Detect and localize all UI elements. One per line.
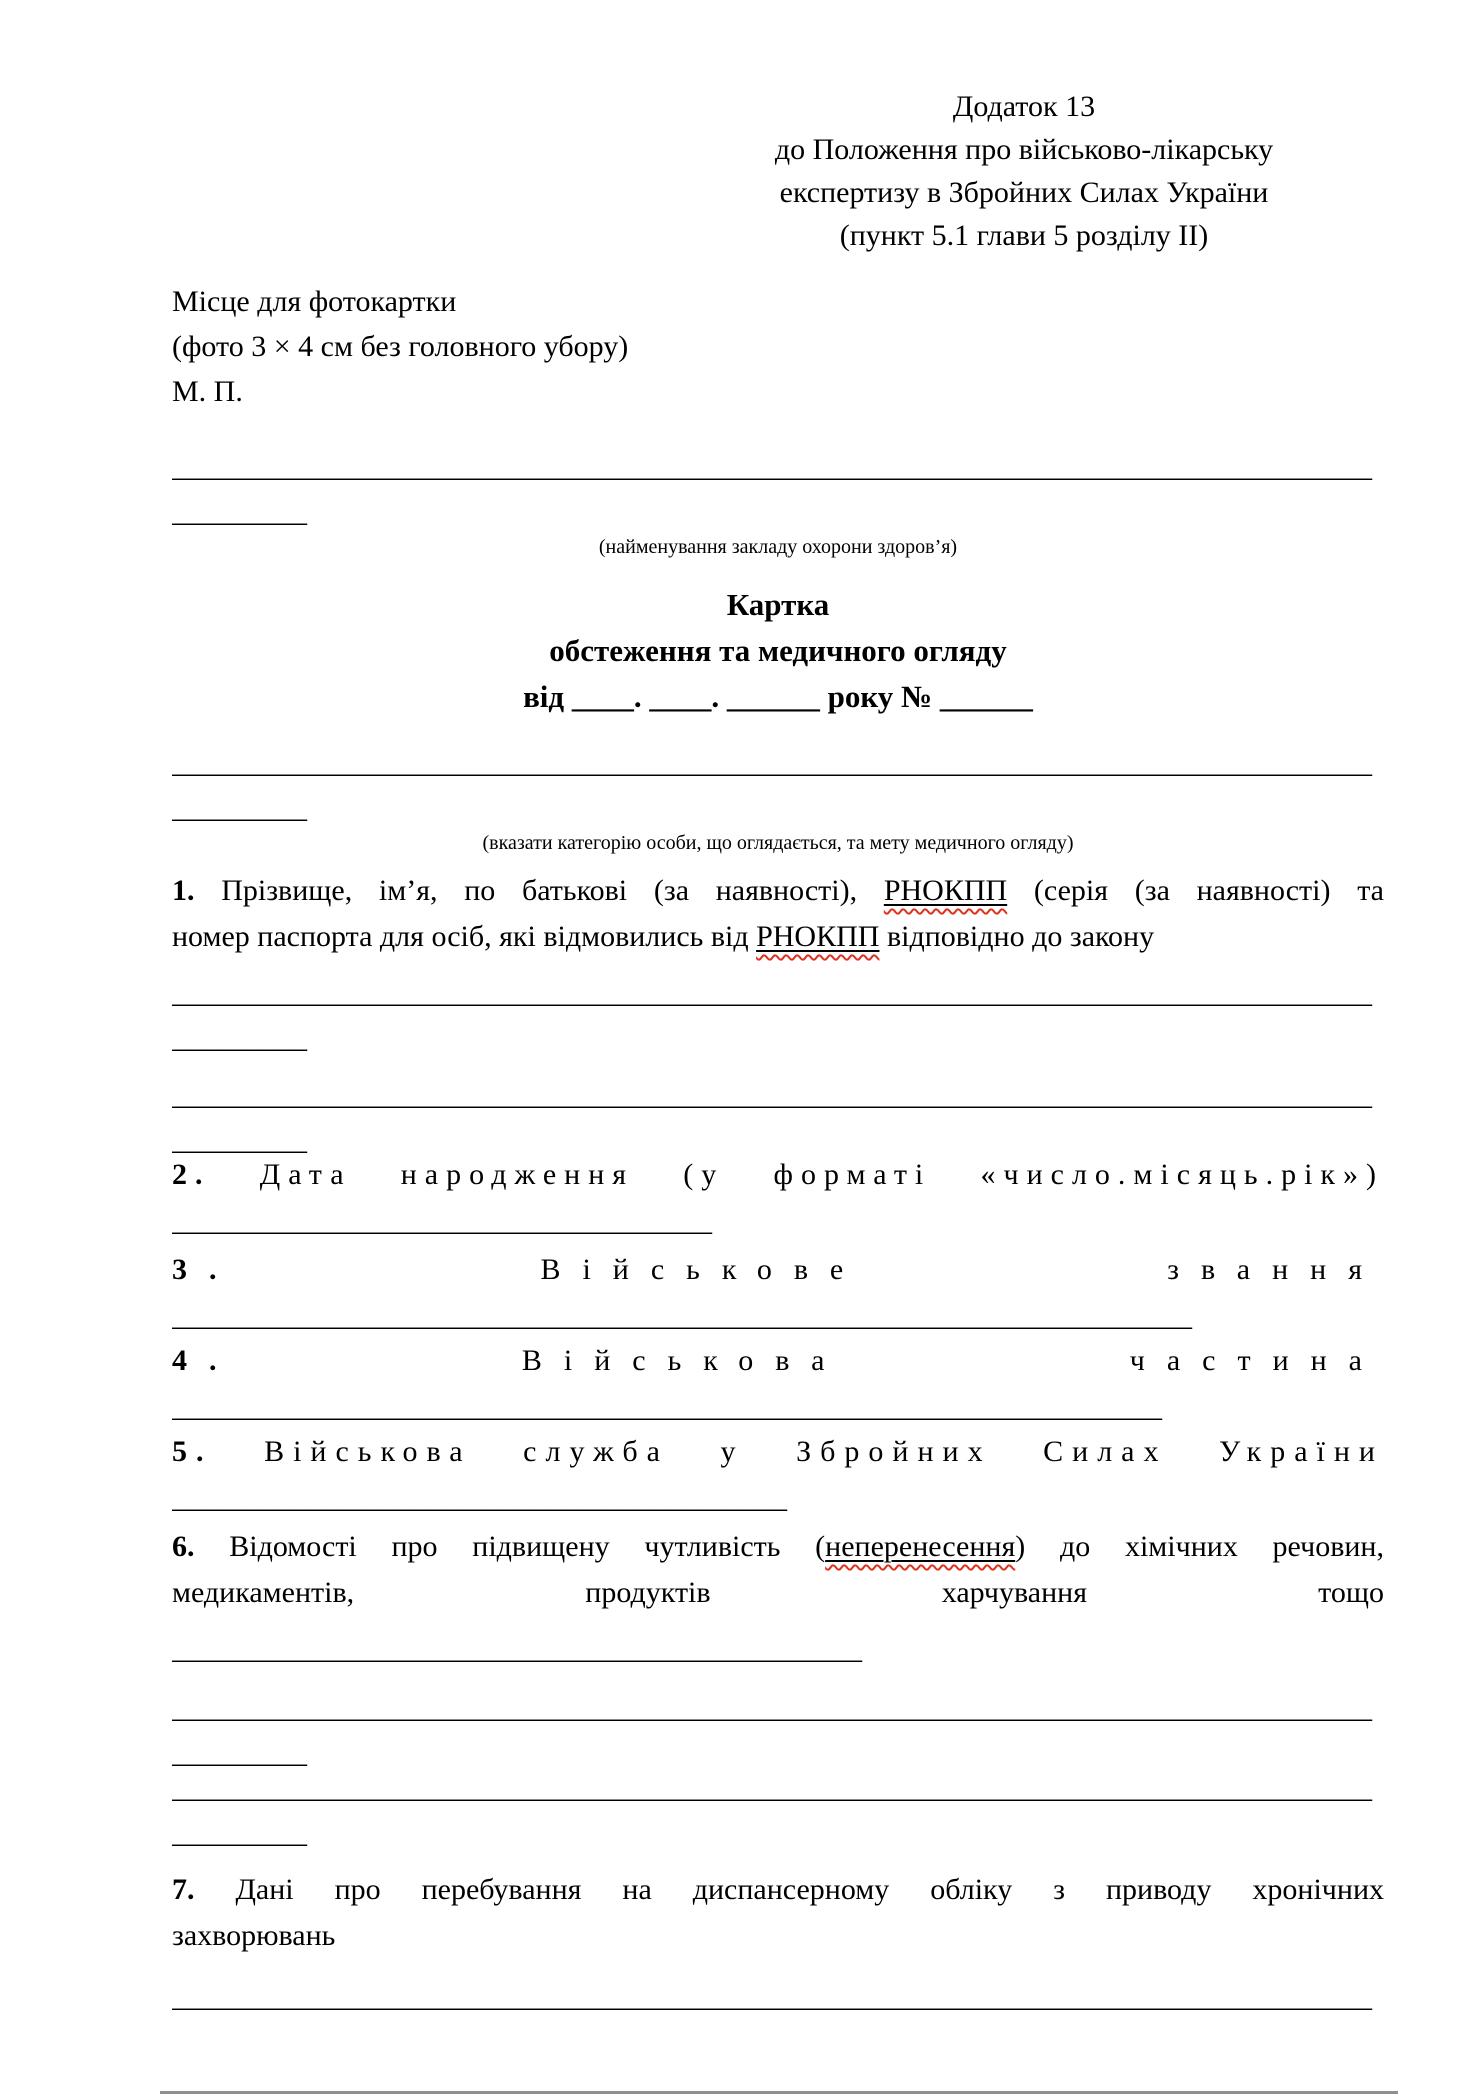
item-number: 5. — [172, 1435, 213, 1468]
intolerance-term: неперенесення — [825, 1530, 1016, 1563]
item-3-military-rank — [172, 1247, 1384, 1293]
item-7-text: Дані про перебування на диспансерному обліку з приводу хронічних — [194, 1873, 1384, 1906]
blank-line: _________ — [172, 1816, 307, 1849]
item-number: 3. — [172, 1253, 239, 1286]
card-title-subject: обстеження та медичного огляду — [549, 633, 1007, 668]
item-4-military-unit — [172, 1338, 1384, 1384]
spellcheck-word — [756, 920, 879, 953]
blank-line: _________ — [172, 791, 307, 824]
item-7-dispensary-line-2 — [172, 1913, 1384, 1959]
blank-line: ________________________________________________________________________________ — [172, 746, 1372, 779]
blank-line: ________________________________________________________________________________ — [172, 1691, 1372, 1724]
item-4-text: Військова частина — [238, 1344, 1384, 1377]
item-1-text: Прізвище, ім’я, по батькові (за наявності), — [194, 874, 884, 907]
item-number: 7. — [172, 1873, 195, 1906]
item-2-text: Дата народження (у форматі «число.місяць.рік») — [210, 1158, 1384, 1191]
item-number: 2. — [172, 1158, 211, 1191]
item-1-blank-run-1 — [172, 970, 1384, 1060]
spellcheck-word — [825, 1530, 1015, 1563]
photo-placeholder — [172, 279, 1384, 414]
spellcheck-word — [884, 874, 1007, 907]
blank-line: ________________________________________________________________________________ — [172, 976, 1372, 1009]
document-page — [172, 0, 1384, 2019]
item-2-birth-date — [172, 1152, 1384, 1198]
item-7-blank: ________________________________________________________________________________ — [172, 1980, 1372, 2013]
photo-place-label: Місце для фотокартки — [172, 285, 457, 318]
item-6-blank-run-1 — [172, 1685, 1384, 1775]
item-6-sensitivity-line-1 — [172, 1524, 1384, 1570]
item-7-dispensary-line-1 — [172, 1867, 1384, 1913]
blank-line: ________________________________________________________________________________ — [172, 1771, 1372, 1804]
item-3-text: Військове звання — [238, 1253, 1384, 1286]
blank-line: _________ — [172, 1123, 307, 1156]
appendix-clause: (пункт 5.1 глави 5 розділу ІІ) — [839, 219, 1209, 252]
item-5-military-service — [172, 1429, 1384, 1475]
card-title — [172, 582, 1384, 720]
facility-name-blank — [172, 444, 1384, 534]
item-6-blank-run-2 — [172, 1765, 1384, 1855]
blank-line: _________ — [172, 1736, 307, 1769]
item-3-blank: ____________________________________________________________________ — [172, 1299, 1192, 1332]
card-title-word: Картка — [726, 587, 830, 622]
appendix-header — [704, 85, 1344, 257]
item-1-text: відповідно до закону — [879, 920, 1155, 953]
blank-line: ________________________________________________________________________________ — [172, 450, 1372, 483]
page-bottom-cut-line — [160, 2091, 1398, 2094]
category-blank — [172, 740, 1384, 830]
item-6-text: ) до хімічних речовин, — [1015, 1530, 1384, 1563]
blank-line: _________ — [172, 495, 307, 528]
item-number: 4. — [172, 1344, 239, 1377]
facility-caption: (найменування закладу охорони здоров’я) — [598, 536, 958, 558]
item-1-blank-run-2 — [172, 1072, 1384, 1162]
stamp-place-abbr: М. П. — [172, 375, 243, 408]
item-5-blank: _________________________________________ — [172, 1481, 787, 1514]
item-4-blank: __________________________________________________________________ — [172, 1390, 1162, 1423]
item-5-text: Військова служба у Збройних Силах України — [212, 1435, 1384, 1468]
rnokpp-term: РНОКПП — [883, 874, 1008, 907]
item-2-blank: ____________________________________ — [172, 1204, 712, 1237]
rnokpp-term: РНОКПП — [756, 920, 880, 953]
item-6-blank: ______________________________________________ — [172, 1632, 862, 1665]
appendix-ref-line-1: до Положення про військово-лікарську — [774, 133, 1274, 166]
item-1-text: (серія (за наявності) та — [1007, 874, 1384, 907]
item-1-text: номер паспорта для осіб, які відмовились від — [172, 920, 757, 953]
item-6-text: Відомості про підвищену чутливість ( — [194, 1530, 826, 1563]
item-1-fio-line-2 — [172, 914, 1384, 960]
blank-line: _________ — [172, 1021, 307, 1054]
item-1-fio-line-1 — [172, 868, 1384, 914]
date-number-line: від ____. ____. ______ року № ______ — [523, 679, 1033, 714]
item-7-text: захворювань — [172, 1919, 336, 1952]
item-6-sensitivity-line-2 — [172, 1570, 1384, 1616]
category-caption: (вказати категорію особи, що оглядається, та мету медичного огляду) — [482, 832, 1074, 854]
photo-size-note: (фото 3 × 4 см без головного убору) — [172, 330, 629, 363]
item-number: 6. — [172, 1530, 195, 1563]
appendix-number: Додаток 13 — [952, 90, 1096, 123]
appendix-ref-line-2: експертизу в Збройних Силах України — [779, 176, 1269, 209]
item-6-text: медикаментів, продуктів харчування тощо — [172, 1576, 1384, 1609]
blank-line: ________________________________________________________________________________ — [172, 1078, 1372, 1111]
item-number: 1. — [172, 874, 195, 907]
